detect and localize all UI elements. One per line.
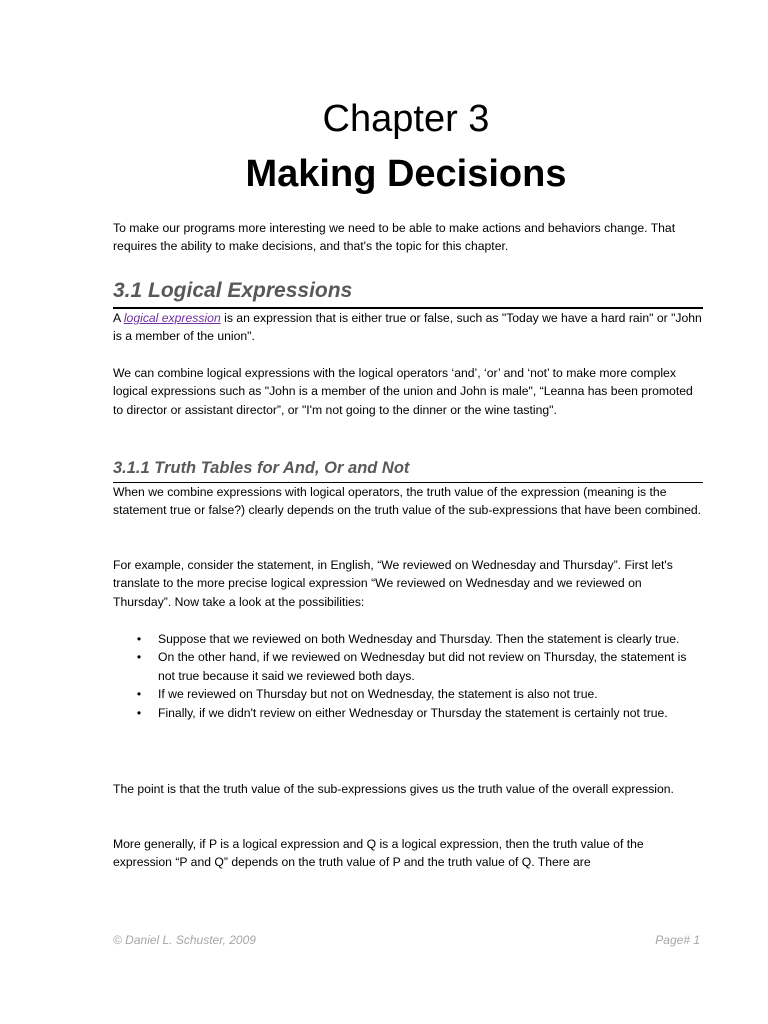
bullet-icon: • <box>136 705 142 720</box>
section-3-1-1-paragraph-3: The point is that the truth value of the sub-expressions gives us the truth value of the overall expression. <box>113 782 674 796</box>
section-3-1-1-paragraph-4: More generally, if P is a logical expression and Q is a logical expression, then the truth value of the expression “P and Q” depends on the truth value of P and the truth value of Q. There are <box>113 837 644 870</box>
list-item-text: If we reviewed on Thursday but not on Wednesday, the statement is also not true. <box>158 687 598 702</box>
chapter-number: Chapter 3 <box>322 98 490 140</box>
section-3-1-paragraph-2: We can combine logical expressions with the logical operators ‘and’, ‘or’ and ‘not’ to make more complex logical expressions such as "John is a member of the union and John is male", “Leanna has been promoted to director or assistant director”, or "I'm not going to the dinner or the wine tasting". <box>113 366 693 417</box>
list-item-text: On the other hand, if we reviewed on Wednesday but did not review on Thursday, the statement is not true because it said we reviewed both days. <box>158 650 687 683</box>
paragraph-text: is an expression that is either true or false, such as "Today we have a hard rain" or "John is a member of the union". <box>113 311 702 344</box>
footer-page-number: Page# 1 <box>655 933 700 947</box>
possibilities-list <box>113 630 703 722</box>
paragraph-text: A <box>113 311 124 325</box>
list-item <box>113 704 703 722</box>
chapter-title: Making Decisions <box>245 153 567 195</box>
section-heading-3-1-1: 3.1.1 Truth Tables for And, Or and Not <box>113 459 410 477</box>
section-heading-3-1: 3.1 Logical Expressions <box>113 279 353 302</box>
bullet-icon: • <box>136 687 142 702</box>
footer-copyright: © Daniel L. Schuster, 2009 <box>113 933 256 947</box>
list-item <box>113 630 703 648</box>
list-item <box>113 685 703 703</box>
intro-paragraph: To make our programs more interesting we need to be able to make actions and behaviors change. That requires the ability to make decisions, and that's the topic for this chapter. <box>113 221 676 254</box>
section-3-1-paragraph-1 <box>113 309 703 346</box>
list-item-text: Finally, if we didn't review on either Wednesday or Thursday the statement is certainly not true. <box>158 705 668 720</box>
bullet-icon: • <box>136 650 142 665</box>
section-3-1-1-paragraph-1: When we combine expressions with logical operators, the truth value of the expression (meaning is the statement true or false?) clearly depends on the truth value of the sub-expressions that have been combined. <box>113 485 702 518</box>
logical-expression-link[interactable]: logical expression <box>123 311 221 325</box>
section-3-1-1-paragraph-2: For example, consider the statement, in English, “We reviewed on Wednesday and Thursday”. First let's translate to the more precise logical expression “We reviewed on Wednesday and we reviewed on Thursday”. Now take a look at the possibilities: <box>113 558 673 609</box>
list-item <box>113 648 703 685</box>
list-item-text: Suppose that we reviewed on both Wednesday and Thursday. Then the statement is clearly true. <box>158 632 680 646</box>
bullet-icon: • <box>136 632 142 646</box>
